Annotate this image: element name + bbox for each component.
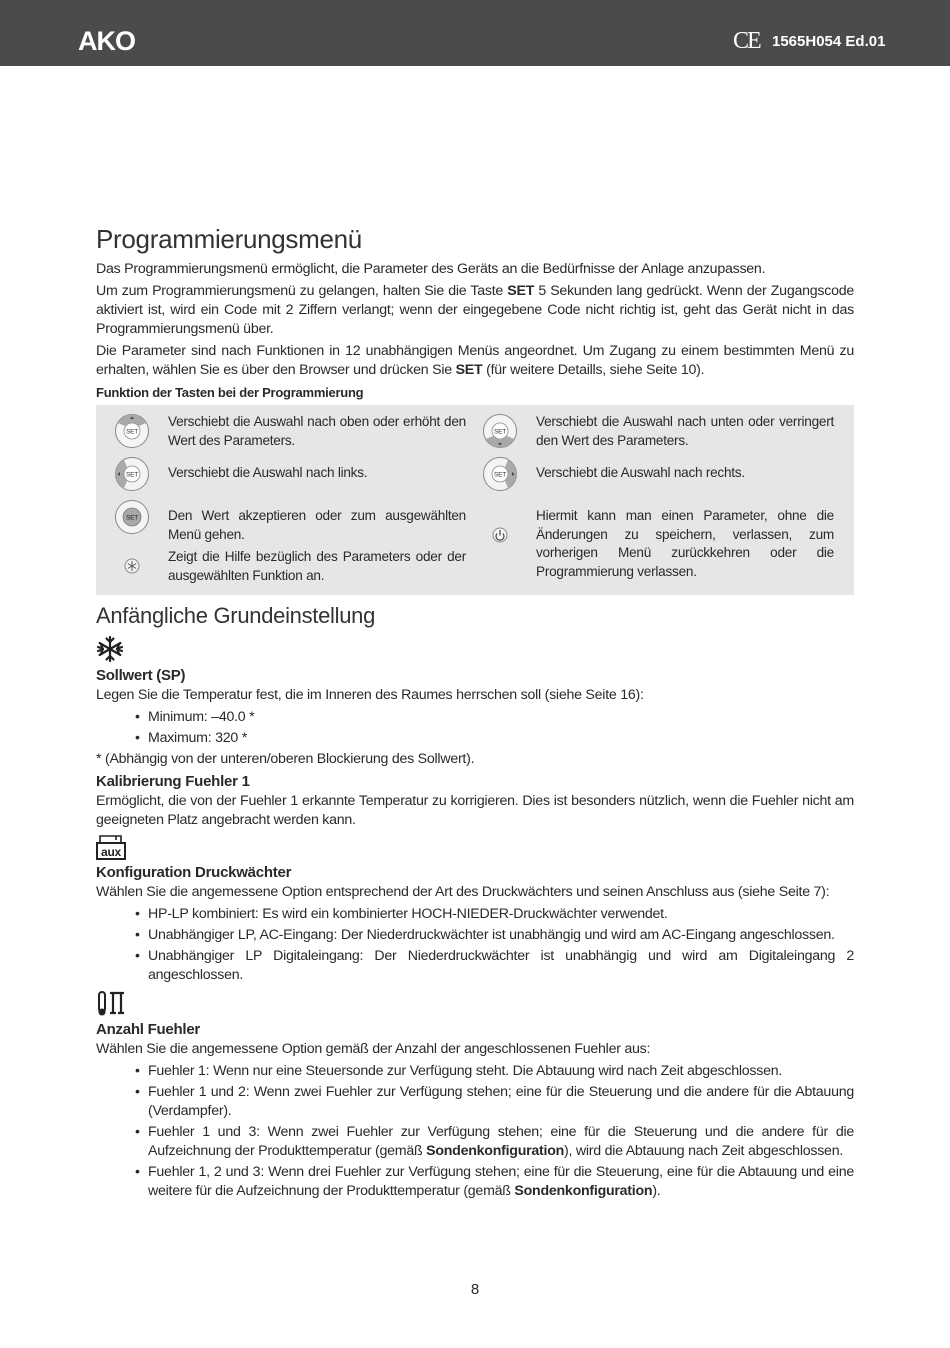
keys-function-table (96, 405, 854, 595)
probes-list (96, 1062, 854, 1201)
pressostat-option-3: • Unabhängiger LP Digitaleingang: Der Niederdruckwächter ist unabhängig und wird am Digitaleingang 2 angeschlossen. (148, 947, 854, 985)
calibration-text: Ermöglicht, die von der Fuehler 1 erkannte Temperatur zu korrigieren. Dies ist besonders nützlich, wenn die Fuehler nicht am geeigneten Platz angebracht werden kann. (96, 793, 854, 828)
key-left-description: Verschiebt die Auswahl nach links. (168, 465, 368, 480)
page-content (96, 222, 854, 1203)
programming-access-text: Um zum Programmierungsmenü zu gelangen, halten Sie die Taste SET 5 Sekunden lang gedrückt. Wenn der Zugangscode aktiviert ist, wird ein Code mit 2 Ziffern verlangt; wenn der eingegebene Code nicht richtig ist, geht das Gerät nicht in das Programmierungsmenü über. (96, 283, 854, 337)
key-right-description: Verschiebt die Auswahl nach rechts. (536, 465, 745, 480)
escape-key-icon (482, 517, 518, 553)
pressostat-title: Konfiguration Druckwächter (96, 864, 292, 881)
help-key-icon (114, 548, 150, 584)
keypad-left-icon (114, 456, 150, 492)
probes-option-4: • Fuehler 1, 2 und 3: Wenn drei Fuehler zur Verfügung stehen; eine für die Steuerung, eine für die Abtauung und eine weitere für die Aufzeichnung der Produkttemperatur (gemäß Sondenkonfiguration). (148, 1163, 854, 1201)
probes-option-2: • Fuehler 1 und 2: Wenn zwei Fuehler zur Verfügung stehen; eine für die Steuerung und die andere für die Abtauung (Verdampfer). (148, 1083, 854, 1121)
ce-mark: CE (733, 28, 760, 54)
snowflake-icon (96, 635, 124, 663)
header-bar (0, 0, 950, 66)
setpoint-maximum: • Maximum: 320 * (148, 729, 854, 748)
svg-text:SET: SET (126, 471, 138, 479)
key-row-up (114, 413, 474, 450)
aux-icon (96, 834, 126, 860)
keypad-right-icon (482, 456, 518, 492)
setpoint-title: Sollwert (SP) (96, 667, 186, 684)
page-number: 8 (470, 1281, 480, 1298)
keys-table-title: Funktion der Tasten bei der Programmierung (96, 385, 364, 400)
key-row-help (114, 548, 474, 585)
setpoint-text: Legen Sie die Temperatur fest, die im Inneren des Raumes herrschen soll (siehe Seite 16): (96, 687, 644, 703)
setpoint-list (96, 708, 854, 748)
key-row-right (482, 456, 834, 492)
keypad-up-icon (114, 413, 150, 449)
key-row-left (114, 456, 474, 492)
key-set-description: Den Wert akzeptieren oder zum ausgewählten Menü gehen. (168, 508, 466, 542)
key-down-description: Verschiebt die Auswahl nach unten oder verringert den Wert des Parameters. (536, 414, 834, 448)
probe-thermometer-icon (96, 989, 126, 1017)
keypad-down-icon (482, 413, 518, 449)
keypad-set-icon (114, 499, 150, 535)
edition-code: 1565H054 Ed.01 (772, 33, 886, 50)
key-help-description: Zeigt die Hilfe bezüglich des Parameters oder der ausgewählten Funktion an. (168, 549, 466, 583)
setpoint-minimum: • Minimum: –40.0 * (148, 708, 854, 727)
key-row-set (114, 499, 474, 544)
initial-settings-title: Anfängliche Grundeinstellung (96, 603, 376, 628)
svg-text:SET: SET (126, 428, 138, 436)
ako-logo: AKO (78, 26, 135, 56)
svg-text:aux: aux (101, 845, 121, 859)
setpoint-note: * (Abhängig von der unteren/oberen Blockierung des Sollwert). (96, 751, 475, 767)
key-row-escape (482, 507, 834, 581)
programming-menu-title: Programmierungsmenü (96, 224, 362, 254)
programming-menus-text: Die Parameter sind nach Funktionen in 12 unabhängigen Menüs angeordnet. Um Zugang zu einem bestimmten Menü zu erhalten, wählen Sie es über den Browser und drücken Sie SET (für weitere Detaills, siehe Seite 10). (96, 343, 854, 378)
svg-text:SET: SET (494, 471, 506, 479)
probes-title: Anzahl Fuehler (96, 1021, 201, 1038)
svg-text:SET: SET (126, 514, 138, 522)
programming-intro: Das Programmierungsmenü ermöglicht, die Parameter des Geräts an die Bedürfnisse der Anlage anzupassen. (96, 261, 766, 277)
pressostat-option-2: • Unabhängiger LP, AC-Eingang: Der Niederdruckwächter ist unabhängig und wird am AC-Eingang angeschlossen. (148, 926, 854, 945)
key-row-down (482, 413, 834, 450)
probes-option-3: • Fuehler 1 und 3: Wenn zwei Fuehler zur Verfügung stehen; eine für die Steuerung und die andere für die Aufzeichnung der Produkttemperatur (gemäß Sondenkonfiguration), wird die Abtauung nach Zeit abgeschlossen. (148, 1123, 854, 1161)
key-escape-description: Hiermit kann man einen Parameter, ohne die Änderungen zu speichern, verlassen, zum vorherigen Menü zurückkehren oder die Programmierung verlassen. (536, 508, 834, 579)
key-up-description: Verschiebt die Auswahl nach oben oder erhöht den Wert des Parameters. (168, 414, 466, 448)
pressostat-option-1: • HP-LP kombiniert: Es wird ein kombinierter HOCH-NIEDER-Druckwächter verwendet. (148, 905, 854, 924)
probes-text: Wählen Sie die angemessene Option gemäß der Anzahl der angeschlossenen Fuehler aus: (96, 1041, 651, 1057)
calibration-title: Kalibrierung Fuehler 1 (96, 773, 250, 790)
pressostat-text: Wählen Sie die angemessene Option entsprechend der Art des Druckwächters und seinen Anschluss aus (siehe Seite 7): (96, 884, 830, 900)
probes-option-1: • Fuehler 1: Wenn nur eine Steuersonde zur Verfügung steht. Die Abtauung wird nach Zeit abgeschlossen. (148, 1062, 854, 1081)
svg-text:SET: SET (494, 428, 506, 436)
pressostat-list (96, 905, 854, 985)
